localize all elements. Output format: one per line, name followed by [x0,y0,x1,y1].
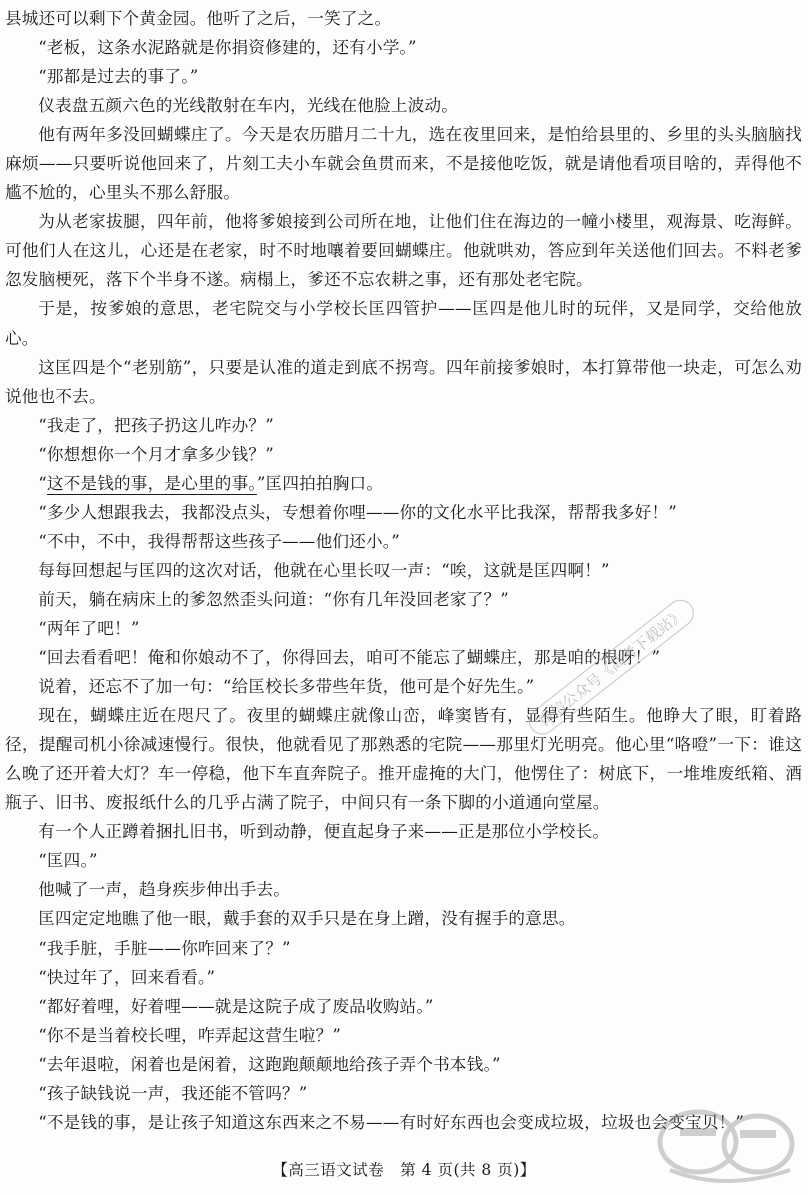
logo-icon [640,1100,808,1195]
paragraph: 他喊了一声，趋身疾步伸出手去。 [38,880,291,900]
paragraph: “我手脏，手脏——你咋回来了？” [38,938,291,958]
underlined-sentence: 这不是钱的事，是心里的事。 [46,473,257,493]
paragraph: “老板，这条水泥路就是你捐资修建的，还有小学。” [38,38,417,58]
paragraph: 这匡四是个“老别筋”，只要是认准的道走到底不拐弯。四年前接爹娘时，本打算带他一块走，可怎么劝说他也不去。 [5,357,802,406]
paragraph: “孩子缺钱说一声，我还能不管吗？” [38,1083,308,1103]
paragraph: 有一个人正蹲着捆扎旧书，听到动静，便直起身子来——正是那位小学校长。 [38,822,610,842]
paragraph: 县城还可以剩下个黄金园。他听了之后，一笑了之。 [5,9,392,28]
paragraph: 前天，躺在病床上的爹忽然歪头问道：“你有几年没回老家了？” [38,589,509,609]
paragraph: 为从老家拔腿，四年前，他将爹娘接到公司所在地，让他们住在海边的一幢小楼里，观海景、吃海鲜。可他们人在这儿，心还是在老家，时不时地嚷着要回蝴蝶庄。他就哄劝，答应到年关送他们回去。不料老爹忽发脑梗死，落下个半身不遂。病榻上，爹还不忘农耕之事，还有那处老宅院。 [5,212,802,290]
quote-open: “ [38,473,47,493]
corner-watermark-logo [640,1100,808,1195]
paragraph: “回去看看吧！俺和你娘动不了，你得回去，咱可不能忘了蝴蝶庄，那是咱的根呀！” [38,648,661,668]
paragraph: “你不是当着校长哩，咋弄起这营生啦？” [38,1025,342,1045]
page-footer: 【高三语文试卷 第 4 页(共 8 页)】 [272,1161,536,1179]
quote-rest: ”匡四拍拍胸口。 [256,473,384,493]
paragraph: 说着，还忘不了加一句：“给匡校长多带些年货，他可是个好先生。” [38,677,535,697]
paragraph: “去年退啦，闲着也是闲着，这跑跑颠颠地给孩子弄个书本钱。” [38,1054,501,1074]
article-body [5,4,802,1137]
paragraph: “都好着哩，好着哩——就是这院子成了废品收购站。” [38,996,434,1016]
paragraph: 他有两年多没回蝴蝶庄了。今天是农历腊月二十九，选在夜里回来，是怕给县里的、乡里的头头脑脑找麻烦——只要听说他回来了，片刻工夫小车就会鱼贯而来，不是接他吃饭，就是请他看项目啥的，弄得他不尴不尬的，心里头不那么舒服。 [5,125,802,203]
paragraph: “匡四。” [38,851,98,871]
paragraph: “快过年了，回来看看。” [38,967,216,987]
paragraph: “那都是过去的事了。” [38,67,199,87]
paragraph: 现在，蝴蝶庄近在咫尺了。夜里的蝴蝶庄就像山峦，峰窦皆有，显得有些陌生。他睁大了眼，盯着路径，提醒司机小徐减速慢行。很快，他就看见了那熟悉的宅院——那里灯光明亮。他心里“咯噔”一下：谁这么晚了还开着大灯？车一停稳，他下车直奔院子。推开虚掩的大门，他愣住了：树底下，一堆堆废纸箱、酒瓶子、旧书、废报纸什么的几乎占满了院子，中间只有一条下脚的小道通向堂屋。 [5,706,802,813]
paragraph: “你想想你一个月才拿多少钱？” [38,444,274,464]
paragraph: 每每回想起与匡四的这次对话，他就在心里长叹一声：“唉，这就是匡四啊！” [38,560,610,580]
paragraph: 于是，按爹娘的意思，老宅院交与小学校长匡四管护——匡四是他儿时的玩伴，又是同学，交给他放心。 [5,299,802,348]
paragraph: 匡四定定地瞧了他一眼，戴手套的双手只是在身上蹭，没有握手的意思。 [38,909,576,929]
paragraph: “多少人想跟我去，我都没点头，专想着你哩——你的文化水平比我深，帮帮我多好！” [38,502,677,522]
paragraph: 仪表盘五颜六色的光线散射在车内，光线在他脸上波动。 [38,96,459,116]
paragraph: “不是钱的事，是让孩子知道这东西来之不易——有时好东西也会变成垃圾，垃圾也会变宝贝！” [38,1112,745,1132]
paragraph: “我走了，把孩子扔这儿咋办？” [38,415,274,435]
paragraph-with-underline [5,469,802,498]
paragraph: “不中，不中，我得帮帮这些孩子——他们还小。” [38,531,400,551]
paragraph: “两年了吧！” [38,618,140,638]
watermark-text: 微信公众号《高考下载站》 [523,594,699,740]
